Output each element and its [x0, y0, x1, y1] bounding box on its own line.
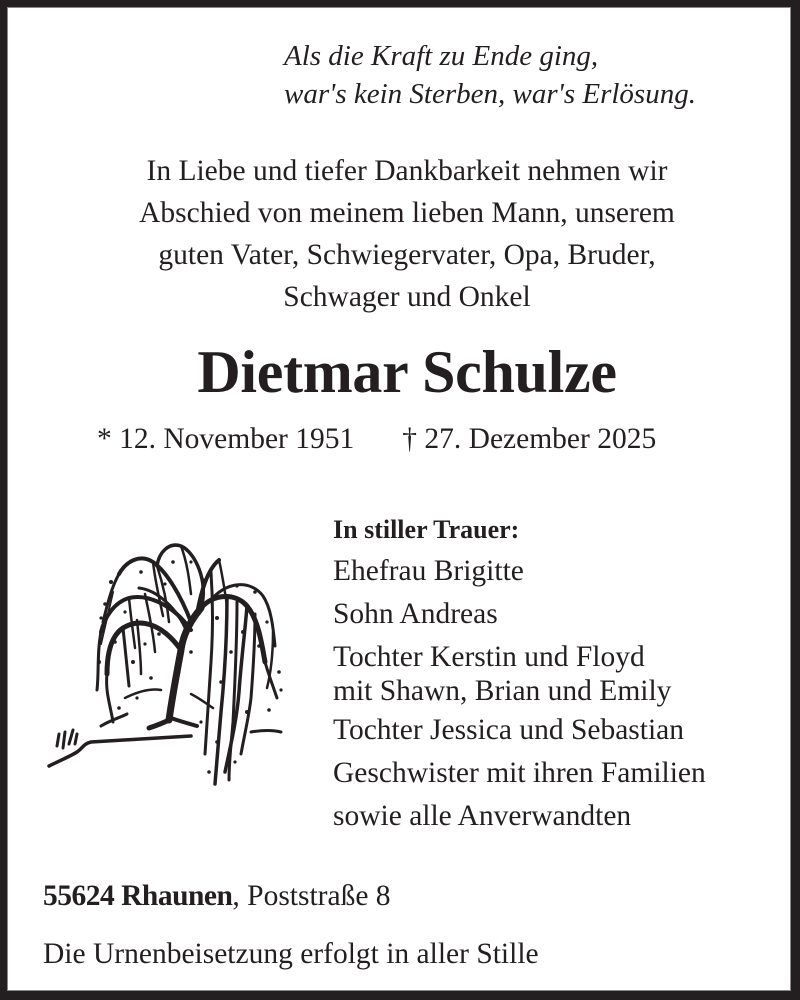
intro-line: guten Vater, Schwiegervater, Opa, Bruder, [158, 239, 656, 271]
motto-line: Als die Kraft zu Ende ging, [284, 40, 599, 72]
family-address [43, 876, 391, 916]
mourner-line: Tochter Kerstin und Floyd [333, 641, 645, 673]
intro-text [7, 150, 800, 318]
mourners-heading: In stiller Trauer: [333, 515, 520, 544]
birth-date: * 12. November 1951 [97, 423, 355, 455]
obituary-frame [7, 7, 791, 991]
address-street: , Poststraße 8 [232, 880, 391, 912]
motto-verse [284, 37, 696, 113]
life-dates [97, 419, 656, 459]
weeping-willow-icon [41, 522, 291, 792]
mourner-line: Geschwister mit ihren Familien [333, 757, 706, 789]
motto-line: war's kein Sterben, war's Erlösung. [284, 78, 696, 110]
mourner-line: Tochter Jessica und Sebastian [333, 714, 685, 746]
mourner-line: sowie alle Anverwandten [333, 800, 632, 832]
mourner-line: Ehefrau Brigitte [333, 555, 524, 587]
intro-line: Abschied von meinem lieben Mann, unserem [139, 197, 675, 229]
deceased-name: Dietmar Schulze [197, 339, 617, 405]
address-postal-city: 55624 Rhaunen [43, 880, 233, 912]
mourners-list [333, 510, 706, 838]
burial-notice: Die Urnenbeisetzung erfolgt in aller Stille [43, 938, 539, 970]
intro-line: Schwager und Onkel [283, 281, 531, 313]
intro-line: In Liebe und tiefer Dankbarkeit nehmen wir [146, 155, 668, 187]
death-date: † 27. Dezember 2025 [402, 423, 657, 455]
mourner-line: mit Shawn, Brian und Emily [333, 675, 672, 707]
mourner-line: Sohn Andreas [333, 598, 498, 630]
